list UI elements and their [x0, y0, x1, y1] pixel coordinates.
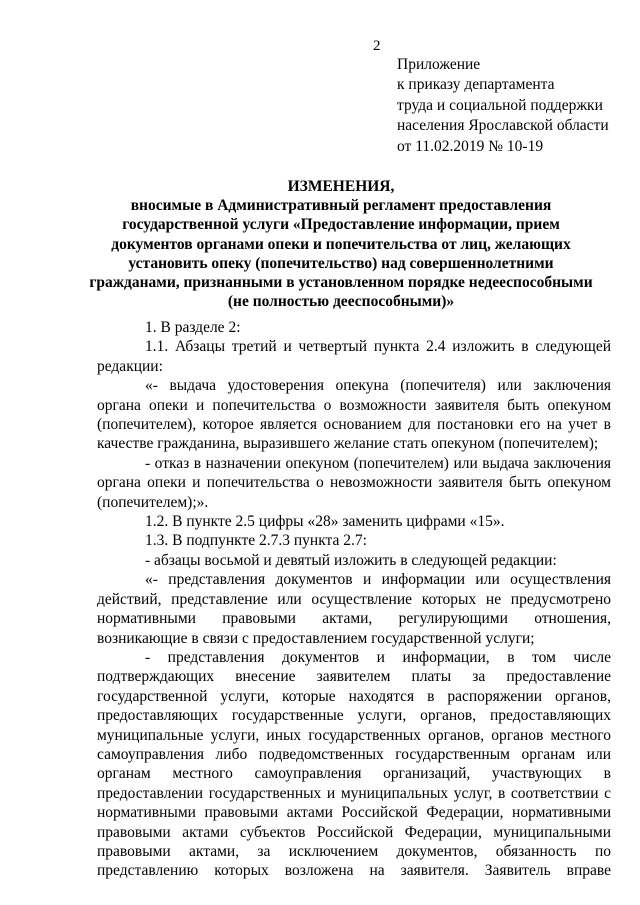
- paragraph: «- представления документов и информации или осуществления действий, представление или осуществление которых не предусмотрено нормативными правовыми актами, регулирующими отношения, возникающие в связи с предоставлением государственной услуги;: [97, 571, 611, 647]
- document-title: [60, 177, 622, 311]
- paragraph: 1. В разделе 2:: [145, 319, 241, 336]
- title-line: государственной услуги «Предоставление информации, прием: [122, 216, 560, 234]
- title-line: документов органами опеки и попечительства от лиц, желающих: [111, 235, 571, 253]
- title-line: ИЗМЕНЕНИЯ,: [287, 178, 395, 195]
- appendix-line: Приложение: [397, 56, 481, 73]
- document-body: [97, 318, 611, 881]
- paragraph: - представления документов и информации, в том числе подтверждающих внесение заявителем платы за предоставление государственной услуги, которые находятся в распоряжении органов, предоставляющих государственные услуги, органов, предоставляющих муниципальные услуги, иных государственных органов, органов местного самоуправления либо подведомственных государственным органам или органам местного самоуправления организаций, участвующих в предоставлении государственных и муниципальных услуг, в соответствии с нормативными правовыми актами Российской Федерации, нормативными правовыми актами субъектов Российской Федерации, муниципальными правовыми актами, за исключением документов, обязанность по представлению которых возложена на заявителя. Заявитель вправе: [97, 648, 611, 880]
- appendix-line: от 11.02.2019 № 10-19: [397, 137, 544, 155]
- paragraph: 1.1. Абзацы третий и четвертый пункта 2.4 изложить в следующей редакции:: [97, 338, 611, 375]
- paragraph: 1.3. В подпункте 2.7.3 пункта 2.7:: [145, 532, 367, 550]
- paragraph: «- выдача удостоверения опекуна (попечителя) или заключения органа опеки и попечительства о возможности заявителя быть опекуном (попечителем), которое является основанием для постановки его на учет в качестве гражданина, выразившего желание стать опекуном (попечителем);: [97, 377, 611, 453]
- title-line: вносимые в Административный регламент предоставления: [130, 197, 552, 215]
- page-number: 2: [373, 38, 381, 54]
- paragraph: 1.2. В пункте 2.5 цифры «28» заменить цифрами «15».: [145, 513, 505, 531]
- appendix-line: населения Ярославской области: [397, 117, 609, 135]
- title-line: установить опеку (попечительство) над совершеннолетними: [128, 254, 554, 272]
- appendix-line: труда и социальной поддержки: [397, 96, 603, 114]
- title-line: (не полностью дееспособными)»: [227, 293, 455, 311]
- paragraph: - абзацы восьмой и девятый изложить в следующей редакции:: [145, 551, 557, 569]
- paragraph: - отказ в назначении опекуном (попечителем) или выдача заключения органа опеки и попечительства о невозможности заявителя быть опекуном (попечителем);».: [97, 454, 611, 511]
- title-line: гражданами, признанными в установленном порядке недееспособными: [89, 274, 593, 292]
- appendix-line: к приказу департамента: [397, 76, 555, 94]
- appendix-block: [397, 55, 609, 157]
